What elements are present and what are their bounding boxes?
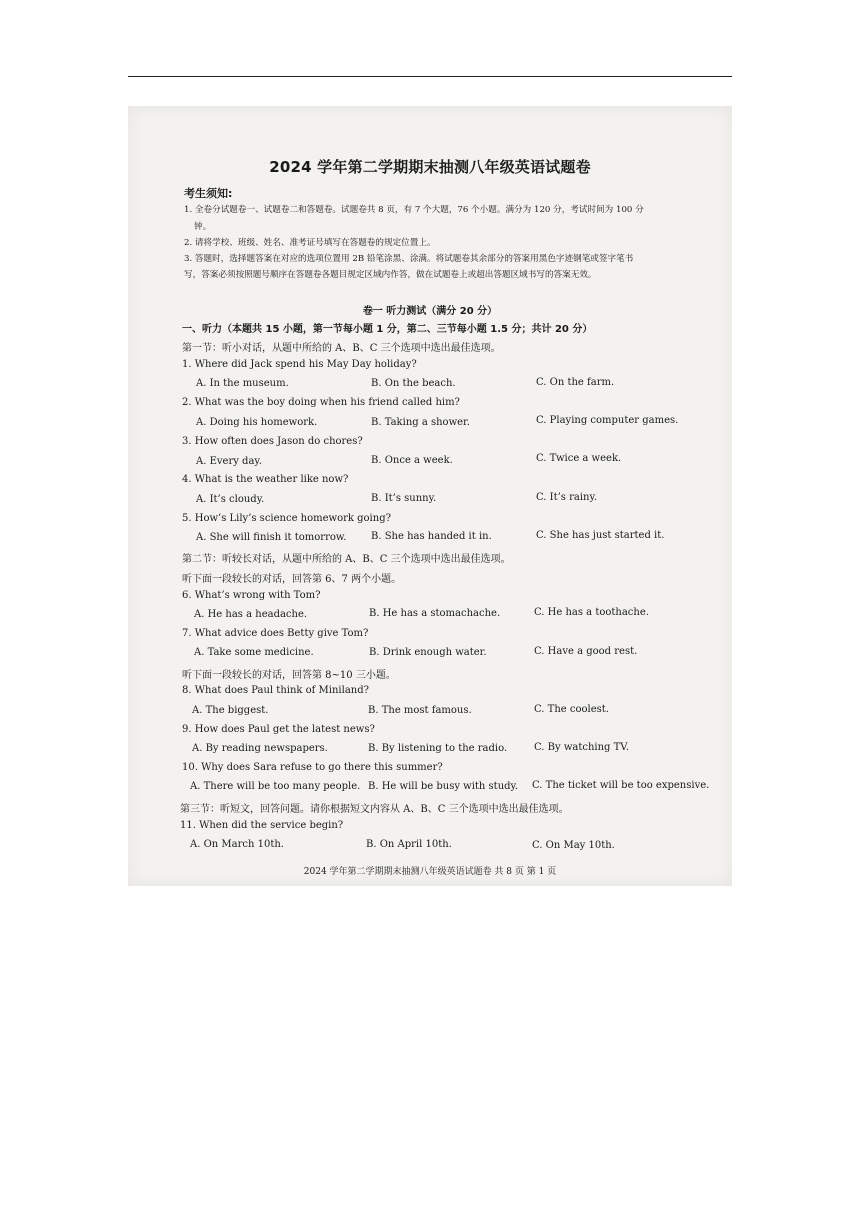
question-10-option-c: C. The ticket will be too expensive. bbox=[532, 780, 710, 791]
question-8-option-a: A. The biggest. bbox=[192, 705, 269, 716]
question-4-option-b: B. It’s sunny. bbox=[371, 493, 437, 504]
page-footer: 2024 学年第二学期期末抽测八年级英语试题卷 共 8 页 第 1 页 bbox=[303, 867, 557, 877]
question-8: 8. What does Paul think of Miniland? bbox=[182, 685, 369, 696]
notice-item-3-cont: 写，答案必须按照题号顺序在答题卷各题目规定区域内作答，做在试题卷上或超出答题区域书写的答案无效。 bbox=[184, 270, 597, 280]
question-2: 2. What was the boy doing when his friend called him? bbox=[182, 397, 460, 408]
question-3: 3. How often does Jason do chores? bbox=[182, 436, 363, 447]
question-1-option-b: B. On the beach. bbox=[371, 378, 456, 389]
question-8-option-b: B. The most famous. bbox=[368, 705, 472, 716]
scanned-exam-page bbox=[128, 106, 732, 886]
notice-item-3: 3. 答题时，选择题答案在对应的选项位置用 2B 铅笔涂黑、涂满。将试题卷其余部分的答案用黑色字迹钢笔或签字笔书 bbox=[184, 254, 634, 264]
exam-title: 2024 学年第二学期期末抽测八年级英语试题卷 bbox=[269, 158, 591, 176]
part-title: 一、听力（本题共 15 小题，第一节每小题 1 分，第二、三节每小题 1.5 分；共计 20 分） bbox=[182, 324, 593, 335]
volume-title: 卷一 听力测试（满分 20 分） bbox=[362, 306, 498, 317]
instruction-8-10: 听下面一段较长的对话，回答第 8~10 三小题。 bbox=[182, 670, 396, 681]
question-11-option-c: C. On May 10th. bbox=[532, 840, 615, 851]
question-6-option-c: C. He has a toothache. bbox=[534, 607, 649, 618]
question-9: 9. How does Paul get the latest news? bbox=[182, 724, 375, 735]
question-1-option-a: A. In the museum. bbox=[196, 378, 289, 389]
question-1-option-c: C. On the farm. bbox=[536, 377, 615, 388]
question-4-option-a: A. It’s cloudy. bbox=[196, 494, 265, 505]
question-11: 11. When did the service begin? bbox=[180, 820, 344, 831]
instruction-6-7: 听下面一段较长的对话，回答第 6、7 两个小题。 bbox=[182, 574, 402, 585]
question-3-option-b: B. Once a week. bbox=[371, 455, 453, 466]
question-10-option-a: A. There will be too many people. bbox=[190, 781, 361, 792]
question-6-option-a: A. He has a headache. bbox=[194, 609, 308, 620]
notice-item-1: 1. 全卷分试题卷一、试题卷二和答题卷。试题卷共 8 页，有 7 个大题，76 个小题。满分为 120 分，考试时间为 100 分 bbox=[184, 205, 644, 215]
question-1: 1. Where did Jack spend his May Day holiday? bbox=[182, 359, 417, 370]
section3-instruction: 第三节：听短文，回答问题。请你根据短文内容从 A、B、C 三个选项中选出最佳选项。 bbox=[180, 804, 569, 815]
question-5: 5. How’s Lily’s science homework going? bbox=[182, 513, 391, 524]
question-2-option-a: A. Doing his homework. bbox=[196, 417, 318, 428]
question-9-option-b: B. By listening to the radio. bbox=[368, 743, 508, 754]
notice-heading: 考生须知: bbox=[184, 187, 233, 200]
notice-item-2: 2. 请将学校、班级、姓名、准考证号填写在答题卷的规定位置上。 bbox=[184, 238, 436, 248]
question-5-option-a: A. She will finish it tomorrow. bbox=[196, 532, 347, 543]
section1-instruction: 第一节：听小对话，从题中所给的 A、B、C 三个选项中选出最佳选项。 bbox=[182, 343, 501, 354]
question-8-option-c: C. The coolest. bbox=[534, 704, 609, 715]
section2-instruction: 第二节：听较长对话，从题中所给的 A、B、C 三个选项中选出最佳选项。 bbox=[182, 554, 511, 565]
question-2-option-b: B. Taking a shower. bbox=[371, 417, 470, 428]
question-10: 10. Why does Sara refuse to go there this summer? bbox=[182, 762, 443, 773]
question-11-option-a: A. On March 10th. bbox=[190, 839, 284, 850]
question-7: 7. What advice does Betty give Tom? bbox=[182, 628, 369, 639]
question-10-option-b: B. He will be busy with study. bbox=[368, 781, 519, 792]
question-2-option-c: C. Playing computer games. bbox=[536, 415, 679, 426]
question-7-option-b: B. Drink enough water. bbox=[369, 647, 487, 658]
question-11-option-b: B. On April 10th. bbox=[366, 839, 452, 850]
question-6: 6. What’s wrong with Tom? bbox=[182, 590, 321, 601]
question-4: 4. What is the weather like now? bbox=[182, 474, 349, 485]
question-3-option-a: A. Every day. bbox=[196, 456, 262, 467]
question-5-option-c: C. She has just started it. bbox=[536, 530, 665, 541]
question-6-option-b: B. He has a stomachache. bbox=[369, 608, 501, 619]
question-9-option-c: C. By watching TV. bbox=[534, 742, 629, 753]
question-7-option-a: A. Take some medicine. bbox=[194, 647, 314, 658]
question-9-option-a: A. By reading newspapers. bbox=[192, 743, 328, 754]
question-4-option-c: C. It’s rainy. bbox=[536, 492, 597, 503]
question-5-option-b: B. She has handed it in. bbox=[371, 531, 492, 542]
notice-item-1-cont: 钟。 bbox=[194, 222, 212, 232]
question-7-option-c: C. Have a good rest. bbox=[534, 646, 638, 657]
top-rule bbox=[128, 76, 732, 77]
question-3-option-c: C. Twice a week. bbox=[536, 453, 622, 464]
